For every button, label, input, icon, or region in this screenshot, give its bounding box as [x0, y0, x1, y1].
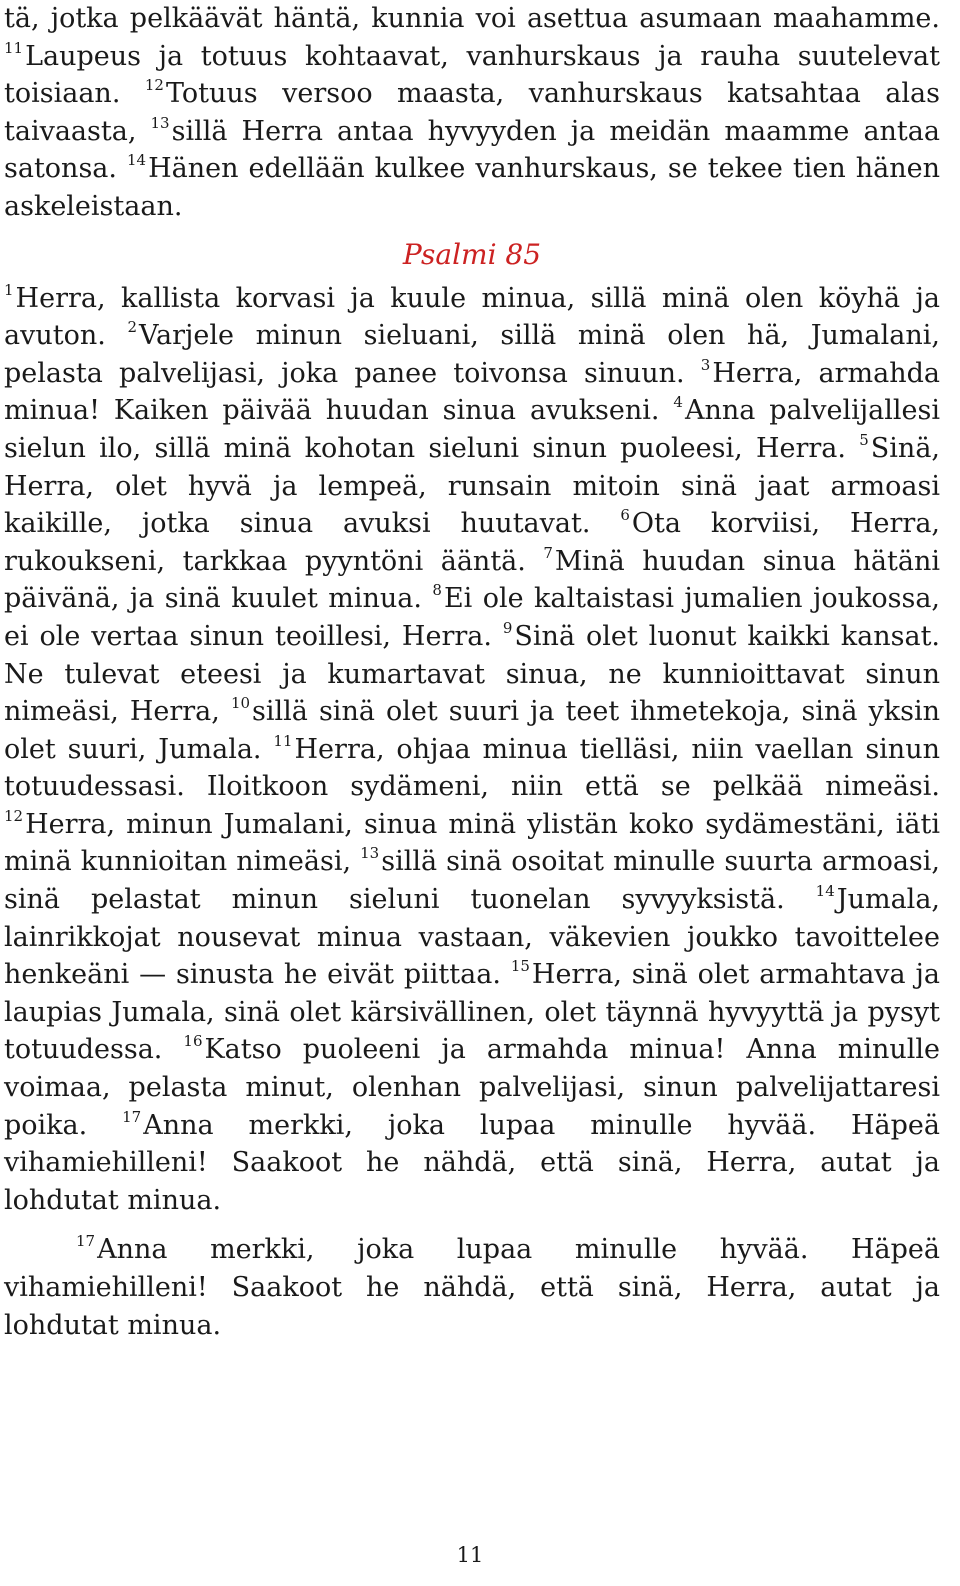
verse-number: 12 [144, 76, 164, 95]
verse-number: 7 [543, 543, 553, 562]
intro-paragraph [4, 0, 940, 226]
verse-text: sillä sinä osoitat minulle suurta armoasi, sinä pelastat minun sieluni tuonelan syvyyksistä. [4, 846, 940, 916]
verse-number: 10 [230, 694, 251, 713]
verse-text: Herra, kallista korvasi ja kuule minua, sillä minä olen köyhä ja avuton. [4, 282, 940, 352]
verse-text: Ei ole kaltaistasi jumalien joukossa, ei ole vertaa sinun teoillesi, Herra. [4, 583, 940, 652]
psalm-heading: Psalmi 85 [402, 237, 542, 271]
verse-text: Herra, minun Jumalani, sinua minä ylistän koko sydämestäni, iäti minä kunnioitan nimeäsi, [4, 808, 940, 878]
verse-number: 17 [76, 1232, 96, 1251]
verse-number: 1 [4, 280, 14, 299]
psalm-paragraph [4, 280, 940, 1220]
verse-number: 8 [432, 581, 442, 600]
verse-number: 14 [815, 882, 835, 901]
verse-number: 5 [859, 430, 869, 449]
verse-number: 16 [183, 1032, 203, 1051]
verse-text: sillä sinä olet suuri ja teet ihmetekoja, sinä yksin olet suuri, Jumala. [4, 696, 940, 765]
verse-text: Anna merkki, joka lupaa minulle hyvää. Häpeä vihamiehilleni! Saakoot he nähdä, että sinä, Herra, autat ja lohdutat minua. [4, 1109, 940, 1216]
verse-number: 13 [150, 113, 170, 132]
closing-paragraph [4, 1231, 940, 1344]
verse-text: Hänen edellään kulkee vanhurskaus, se tekee tien hänen askeleistaan. [4, 153, 940, 222]
verse-number: 3 [700, 355, 711, 374]
verse-text: Herra, armahda minua! Kaiken päivää huudan sinua avukseni. [4, 357, 940, 427]
verse-number: 6 [620, 506, 630, 525]
verse-text: Herra, sinä olet armahtava ja laupias Jumala, sinä olet kärsivällinen, olet täynnä hyvyyttä ja pysyt totuudessa. [4, 959, 941, 1066]
verse-number: 4 [673, 393, 683, 412]
verse-number: 11 [4, 38, 24, 57]
verse-text: Anna merkki, joka lupaa minulle hyvää. Häpeä vihamiehilleni! Saakoot he nähdä, että sinä, Herra, autat ja lohdutat minua. [4, 1234, 940, 1341]
verse-text: tä, jotka pelkäävät häntä, kunnia voi asettua asumaan maahamme. [4, 3, 940, 34]
verse-number: 12 [4, 806, 24, 825]
verse-text: Laupeus ja totuus kohtaavat, vanhurskaus ja rauha suutelevat toisiaan. [4, 40, 940, 110]
verse-text: Ota korviisi, Herra, rukoukseni, tarkkaa pyyntöni ääntä. [4, 508, 940, 577]
page-number: 11 [456, 1543, 484, 1567]
verse-number: 9 [502, 618, 513, 637]
verse-number: 2 [127, 318, 137, 337]
verse-text: Anna palvelijallesi sielun ilo, sillä minä kohotan sieluni sinun puoleesi, Herra. [4, 395, 940, 464]
verse-number: 14 [127, 151, 147, 170]
verse-text: Jumala, lainrikkojat nousevat minua vastaan, väkevien joukko tavoittelee henkeäni — sinusta he eivät piittaa. [4, 884, 940, 991]
verse-text: Katso puoleeni ja armahda minua! Anna minulle voimaa, pelasta minut, olenhan palvelijasi, sinun palvelijattaresi poika. [4, 1034, 940, 1141]
verse-text: Totuus versoo maasta, vanhurskaus katsahtaa alas taivaasta, [4, 78, 940, 147]
verse-text: Minä huudan sinua hätäni päivänä, ja sinä kuulet minua. [4, 545, 940, 615]
verse-text: Varjele minun sieluani, sillä minä olen hä, Jumalani, pelasta palvelijasi, joka panee toivonsa sinuun. [4, 320, 940, 389]
verse-text: Sinä, Herra, olet hyvä ja lempeä, runsain mitoin sinä jaat armoasi kaikille, jotka sinua avuksi huutavat. [4, 432, 940, 540]
verse-text: Sinä olet luonut kaikki kansat. Ne tulevat eteesi ja kumartavat sinua, ne kunnioittavat sinun nimeäsi, Herra, [4, 620, 940, 728]
verse-number: 11 [273, 731, 293, 750]
verse-text: sillä Herra antaa hyvyyden ja meidän maamme antaa satonsa. [4, 115, 940, 185]
verse-text: Herra, ohjaa minua tielläsi, niin vaellan sinun totuudessasi. Iloitkoon sydämeni, niin että se pelkää nimeäsi. [4, 733, 940, 803]
page [4, 0, 940, 1344]
verse-number: 13 [360, 844, 380, 863]
verse-number: 15 [510, 957, 530, 976]
verse-number: 17 [122, 1107, 142, 1126]
